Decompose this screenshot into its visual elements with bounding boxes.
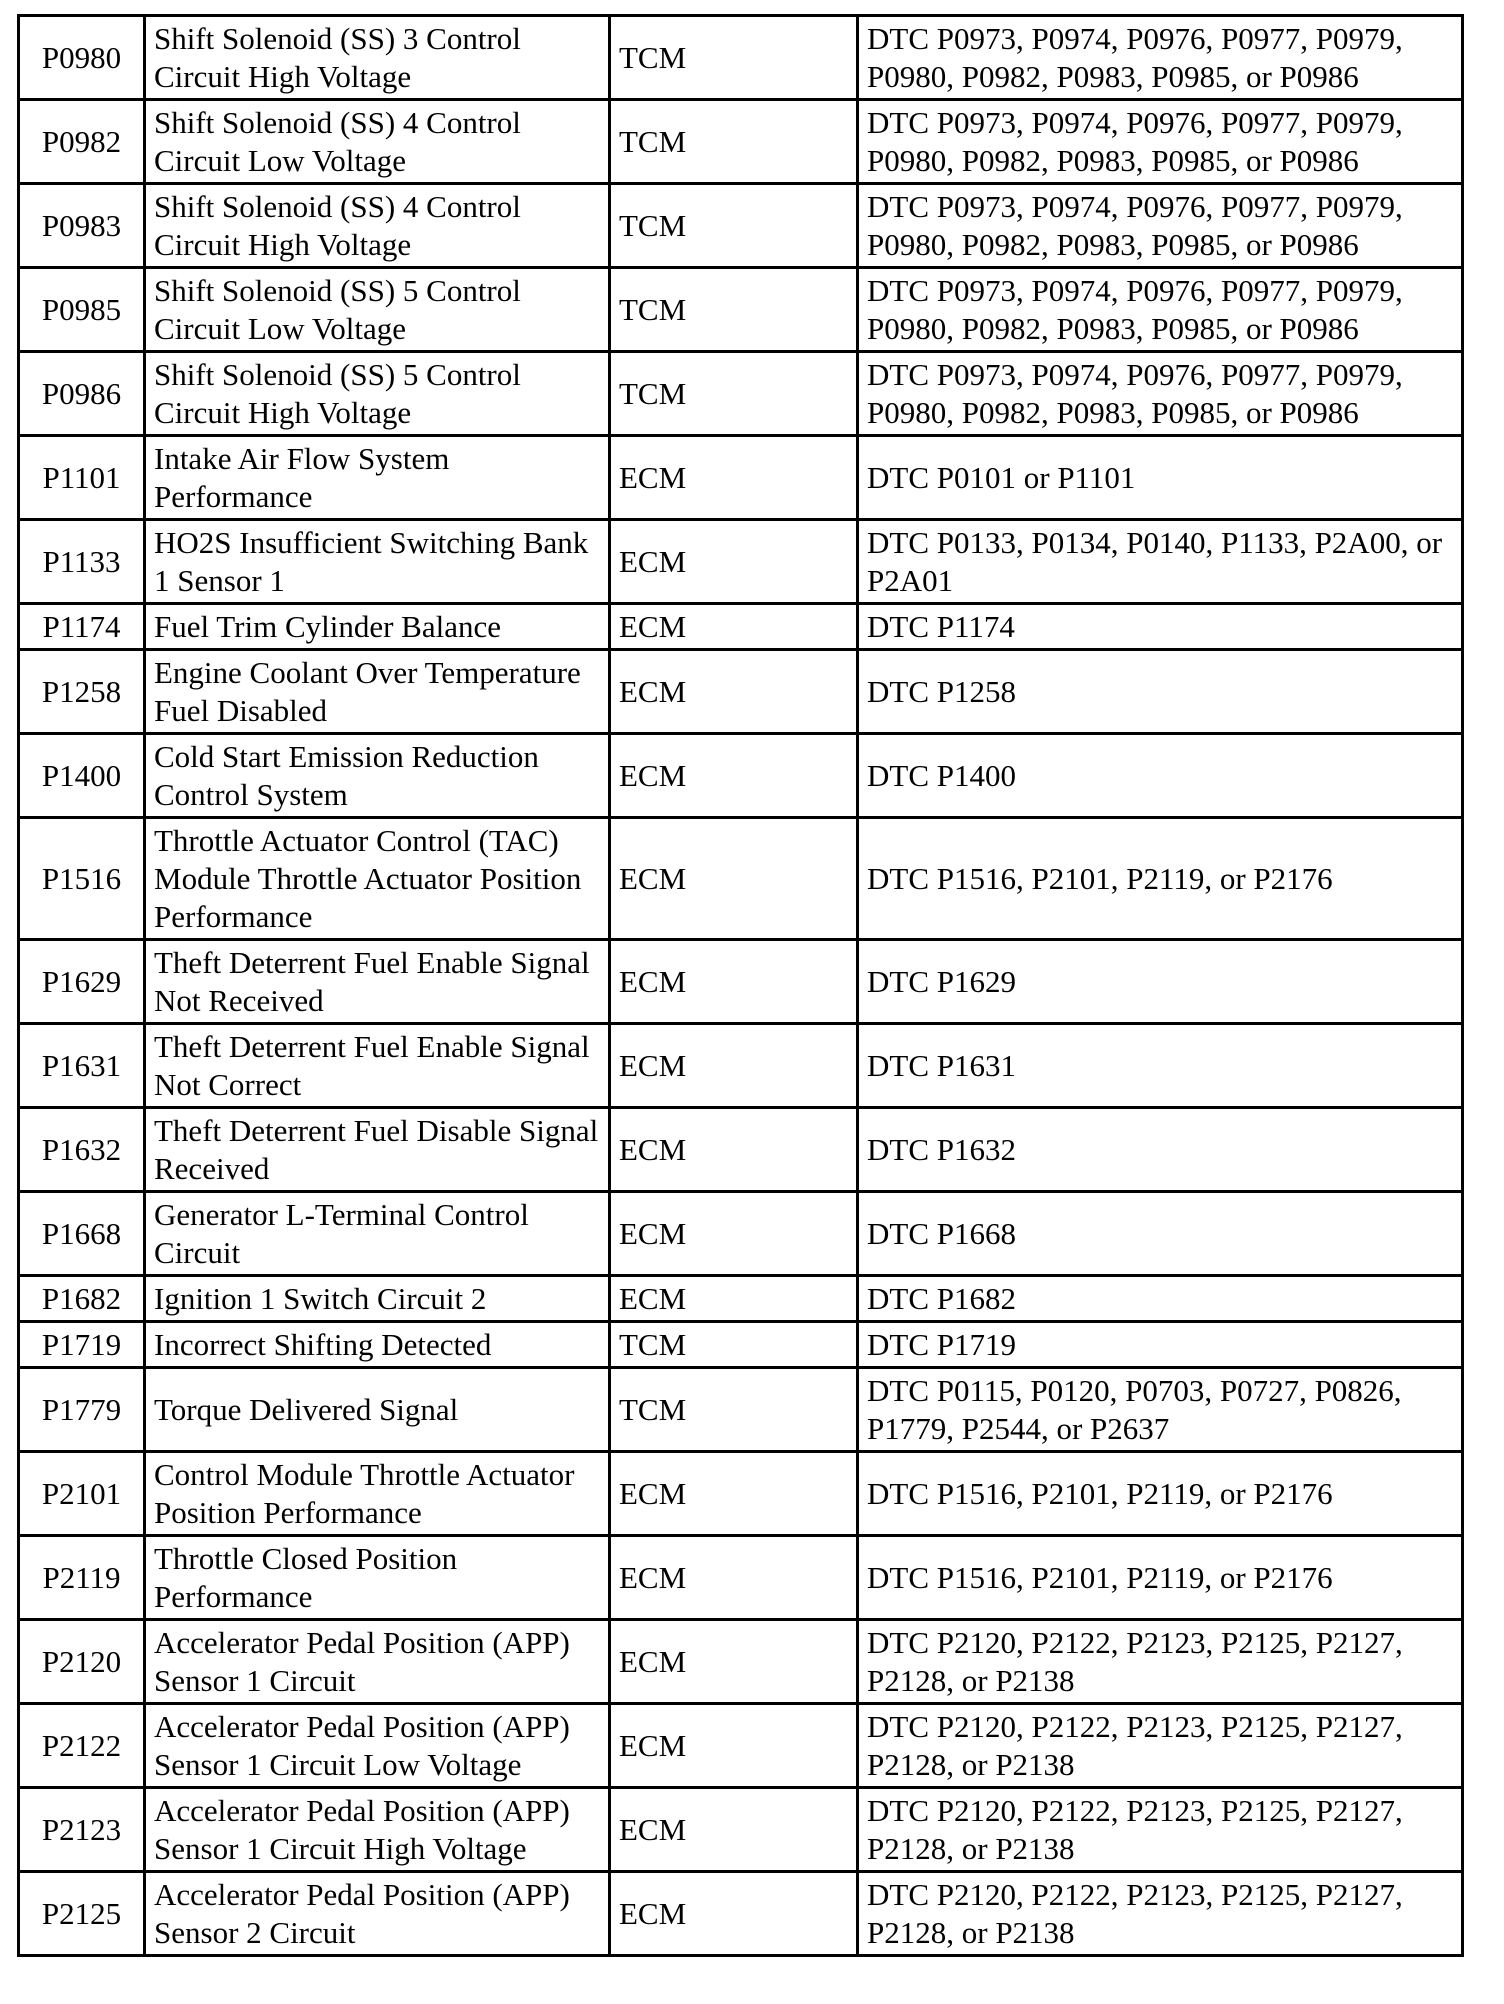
dtc-code-cell: P2122 <box>19 1704 145 1788</box>
related-dtcs-cell: DTC P1516, P2101, P2119, or P2176 <box>858 818 1463 940</box>
related-dtcs-cell: DTC P0973, P0974, P0976, P0977, P0979, P0980, P0982, P0983, P0985, or P0986 <box>858 100 1463 184</box>
description-cell: Fuel Trim Cylinder Balance <box>145 604 610 650</box>
table-row <box>19 352 1463 436</box>
module-cell: ECM <box>610 436 858 520</box>
related-dtcs-cell: DTC P1629 <box>858 940 1463 1024</box>
module-cell: ECM <box>610 734 858 818</box>
dtc-code-cell: P1101 <box>19 436 145 520</box>
table-row <box>19 1452 1463 1536</box>
dtc-code-cell: P2123 <box>19 1788 145 1872</box>
table-row <box>19 16 1463 100</box>
dtc-code-cell: P1682 <box>19 1276 145 1322</box>
related-dtcs-cell: DTC P1668 <box>858 1192 1463 1276</box>
table-row <box>19 1276 1463 1322</box>
dtc-code-cell: P0980 <box>19 16 145 100</box>
description-cell: Shift Solenoid (SS) 4 Control Circuit High Voltage <box>145 184 610 268</box>
dtc-code-cell: P1629 <box>19 940 145 1024</box>
description-cell: Throttle Actuator Control (TAC) Module Throttle Actuator Position Performance <box>145 818 610 940</box>
description-cell: Theft Deterrent Fuel Disable Signal Received <box>145 1108 610 1192</box>
description-cell: Shift Solenoid (SS) 4 Control Circuit Low Voltage <box>145 100 610 184</box>
table-row <box>19 436 1463 520</box>
related-dtcs-cell: DTC P1719 <box>858 1322 1463 1368</box>
dtc-table <box>17 14 1464 1957</box>
module-cell: ECM <box>610 1276 858 1322</box>
related-dtcs-cell: DTC P0973, P0974, P0976, P0977, P0979, P0980, P0982, P0983, P0985, or P0986 <box>858 352 1463 436</box>
description-cell: Shift Solenoid (SS) 5 Control Circuit Low Voltage <box>145 268 610 352</box>
dtc-code-cell: P1779 <box>19 1368 145 1452</box>
related-dtcs-cell: DTC P1632 <box>858 1108 1463 1192</box>
table-row <box>19 1620 1463 1704</box>
module-cell: TCM <box>610 1368 858 1452</box>
table-row <box>19 940 1463 1024</box>
description-cell: Accelerator Pedal Position (APP) Sensor 1 Circuit Low Voltage <box>145 1704 610 1788</box>
dtc-code-cell: P1668 <box>19 1192 145 1276</box>
dtc-code-cell: P1631 <box>19 1024 145 1108</box>
module-cell: ECM <box>610 940 858 1024</box>
description-cell: Cold Start Emission Reduction Control System <box>145 734 610 818</box>
description-cell: Shift Solenoid (SS) 3 Control Circuit High Voltage <box>145 16 610 100</box>
related-dtcs-cell: DTC P0115, P0120, P0703, P0727, P0826, P1779, P2544, or P2637 <box>858 1368 1463 1452</box>
related-dtcs-cell: DTC P1682 <box>858 1276 1463 1322</box>
module-cell: ECM <box>610 650 858 734</box>
module-cell: TCM <box>610 1322 858 1368</box>
description-cell: HO2S Insufficient Switching Bank 1 Sensor 1 <box>145 520 610 604</box>
related-dtcs-cell: DTC P1400 <box>858 734 1463 818</box>
module-cell: ECM <box>610 1872 858 1956</box>
table-row <box>19 1024 1463 1108</box>
description-cell: Accelerator Pedal Position (APP) Sensor 1 Circuit <box>145 1620 610 1704</box>
related-dtcs-cell: DTC P1174 <box>858 604 1463 650</box>
dtc-code-cell: P1632 <box>19 1108 145 1192</box>
description-cell: Throttle Closed Position Performance <box>145 1536 610 1620</box>
table-row <box>19 268 1463 352</box>
related-dtcs-cell: DTC P0133, P0134, P0140, P1133, P2A00, or P2A01 <box>858 520 1463 604</box>
description-cell: Shift Solenoid (SS) 5 Control Circuit High Voltage <box>145 352 610 436</box>
table-row <box>19 818 1463 940</box>
description-cell: Accelerator Pedal Position (APP) Sensor 2 Circuit <box>145 1872 610 1956</box>
table-row <box>19 184 1463 268</box>
dtc-code-cell: P1258 <box>19 650 145 734</box>
table-row <box>19 650 1463 734</box>
description-cell: Generator L-Terminal Control Circuit <box>145 1192 610 1276</box>
related-dtcs-cell: DTC P1516, P2101, P2119, or P2176 <box>858 1536 1463 1620</box>
module-cell: ECM <box>610 818 858 940</box>
description-cell: Theft Deterrent Fuel Enable Signal Not Correct <box>145 1024 610 1108</box>
module-cell: TCM <box>610 16 858 100</box>
description-cell: Theft Deterrent Fuel Enable Signal Not Received <box>145 940 610 1024</box>
table-row <box>19 1872 1463 1956</box>
module-cell: TCM <box>610 352 858 436</box>
module-cell: ECM <box>610 1704 858 1788</box>
related-dtcs-cell: DTC P1258 <box>858 650 1463 734</box>
module-cell: ECM <box>610 1024 858 1108</box>
table-row <box>19 1704 1463 1788</box>
table-row <box>19 1322 1463 1368</box>
dtc-code-cell: P0983 <box>19 184 145 268</box>
related-dtcs-cell: DTC P0973, P0974, P0976, P0977, P0979, P0980, P0982, P0983, P0985, or P0986 <box>858 16 1463 100</box>
dtc-code-cell: P0986 <box>19 352 145 436</box>
module-cell: ECM <box>610 1536 858 1620</box>
related-dtcs-cell: DTC P2120, P2122, P2123, P2125, P2127, P2128, or P2138 <box>858 1704 1463 1788</box>
module-cell: TCM <box>610 184 858 268</box>
table-row <box>19 1536 1463 1620</box>
module-cell: TCM <box>610 268 858 352</box>
dtc-code-cell: P1174 <box>19 604 145 650</box>
table-row <box>19 1192 1463 1276</box>
table-row <box>19 1368 1463 1452</box>
module-cell: ECM <box>610 1108 858 1192</box>
dtc-code-cell: P1719 <box>19 1322 145 1368</box>
table-row <box>19 1788 1463 1872</box>
table-row <box>19 1108 1463 1192</box>
dtc-code-cell: P0985 <box>19 268 145 352</box>
description-cell: Ignition 1 Switch Circuit 2 <box>145 1276 610 1322</box>
module-cell: TCM <box>610 100 858 184</box>
dtc-code-cell: P2125 <box>19 1872 145 1956</box>
description-cell: Engine Coolant Over Temperature Fuel Disabled <box>145 650 610 734</box>
description-cell: Incorrect Shifting Detected <box>145 1322 610 1368</box>
related-dtcs-cell: DTC P0973, P0974, P0976, P0977, P0979, P0980, P0982, P0983, P0985, or P0986 <box>858 184 1463 268</box>
dtc-code-cell: P0982 <box>19 100 145 184</box>
module-cell: ECM <box>610 1192 858 1276</box>
related-dtcs-cell: DTC P0101 or P1101 <box>858 436 1463 520</box>
table-row <box>19 734 1463 818</box>
description-cell: Intake Air Flow System Performance <box>145 436 610 520</box>
module-cell: ECM <box>610 604 858 650</box>
related-dtcs-cell: DTC P2120, P2122, P2123, P2125, P2127, P2128, or P2138 <box>858 1872 1463 1956</box>
dtc-code-cell: P1516 <box>19 818 145 940</box>
table-row <box>19 520 1463 604</box>
related-dtcs-cell: DTC P2120, P2122, P2123, P2125, P2127, P2128, or P2138 <box>858 1620 1463 1704</box>
module-cell: ECM <box>610 1620 858 1704</box>
dtc-code-cell: P2120 <box>19 1620 145 1704</box>
table-row <box>19 604 1463 650</box>
table-row <box>19 100 1463 184</box>
dtc-code-cell: P2119 <box>19 1536 145 1620</box>
description-cell: Control Module Throttle Actuator Position Performance <box>145 1452 610 1536</box>
related-dtcs-cell: DTC P1516, P2101, P2119, or P2176 <box>858 1452 1463 1536</box>
module-cell: ECM <box>610 1452 858 1536</box>
description-cell: Torque Delivered Signal <box>145 1368 610 1452</box>
dtc-code-cell: P1133 <box>19 520 145 604</box>
related-dtcs-cell: DTC P0973, P0974, P0976, P0977, P0979, P0980, P0982, P0983, P0985, or P0986 <box>858 268 1463 352</box>
dtc-code-cell: P1400 <box>19 734 145 818</box>
module-cell: ECM <box>610 1788 858 1872</box>
related-dtcs-cell: DTC P2120, P2122, P2123, P2125, P2127, P2128, or P2138 <box>858 1788 1463 1872</box>
description-cell: Accelerator Pedal Position (APP) Sensor 1 Circuit High Voltage <box>145 1788 610 1872</box>
related-dtcs-cell: DTC P1631 <box>858 1024 1463 1108</box>
module-cell: ECM <box>610 520 858 604</box>
dtc-code-cell: P2101 <box>19 1452 145 1536</box>
